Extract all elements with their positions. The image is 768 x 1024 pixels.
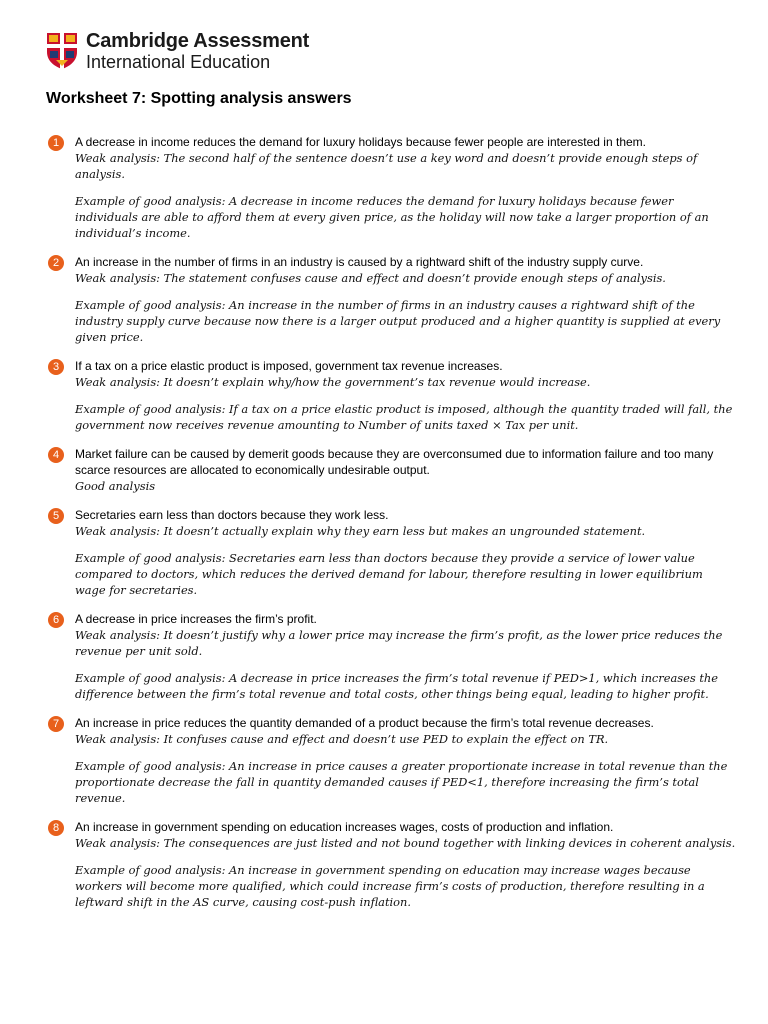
answer-item-6 (46, 611, 736, 702)
good-analysis: Example of good analysis: A decrease in price increases the firm’s total revenue if PED>1, which increases the difference between the firm’s total revenue and total costs, other things being equal, leading to higher profit. (75, 671, 718, 701)
statement: An increase in government spending on education increases wages, costs of production and inflation. (75, 820, 614, 834)
good-analysis: Example of good analysis: A decrease in income reduces the demand for luxury holidays because fewer individuals are able to afford them at every given price, as the holiday will now take a larger proportion of an individual’s income. (75, 194, 709, 240)
answer-list (46, 134, 736, 923)
weak-analysis: Weak analysis: The consequences are just listed and not bound together with linking devices in coherent analysis. (75, 836, 736, 850)
answer-item-4 (46, 446, 736, 494)
good-analysis: Example of good analysis: Secretaries earn less than doctors because they provide a service of lower value compared to doctors, which reduces the derived demand for labour, therefore resulting in lower equilibrium wage for secretaries. (75, 551, 703, 597)
number-badge: 7 (48, 716, 64, 732)
statement: An increase in the number of firms in an industry is caused by a rightward shift of the industry supply curve. (75, 255, 644, 269)
logo-line-1: Cambridge Assessment (86, 30, 310, 52)
number-badge: 6 (48, 612, 64, 628)
statement: A decrease in income reduces the demand for luxury holidays because fewer people are interested in them. (75, 135, 646, 149)
statement: If a tax on a price elastic product is imposed, government tax revenue increases. (75, 359, 503, 373)
statement: Market failure can be caused by demerit goods because they are overconsumed due to information failure and too many scarce resources are allocated to economically undesirable output. (75, 447, 714, 477)
answer-item-5 (46, 507, 736, 598)
answer-item-7 (46, 715, 736, 806)
statement: An increase in price reduces the quantity demanded of a product because the firm’s total revenue decreases. (75, 716, 654, 730)
good-analysis: Example of good analysis: An increase in government spending on education may increase wages because workers will become more qualified, which could increase firm’s costs of production, therefore resulting in a leftward shift in the AS curve, causing cost-push inflation. (75, 863, 705, 909)
number-badge: 4 (48, 447, 64, 463)
number-badge: 2 (48, 255, 64, 271)
logo-line-2: International Education (86, 52, 271, 72)
weak-analysis: Weak analysis: The statement confuses cause and effect and doesn’t provide enough steps of analysis. (75, 271, 666, 285)
answer-item-1 (46, 134, 736, 241)
statement: Secretaries earn less than doctors because they work less. (75, 508, 389, 522)
answer-item-2 (46, 254, 736, 345)
number-badge: 1 (48, 135, 64, 151)
number-badge: 3 (48, 359, 64, 375)
good-analysis-verdict: Good analysis (75, 479, 156, 493)
weak-analysis: Weak analysis: The second half of the sentence doesn’t use a key word and doesn’t provide enough steps of analysis. (75, 151, 698, 181)
number-badge: 8 (48, 820, 64, 836)
weak-analysis: Weak analysis: It doesn’t actually explain why they earn less but makes an ungrounded statement. (75, 524, 646, 538)
weak-analysis: Weak analysis: It confuses cause and effect and doesn’t use PED to explain the effect on TR. (75, 732, 609, 746)
number-badge: 5 (48, 508, 64, 524)
answer-item-3 (46, 358, 736, 433)
statement: A decrease in price increases the firm’s profit. (75, 612, 317, 626)
good-analysis: Example of good analysis: An increase in the number of firms in an industry causes a rightward shift of the industry supply curve because now there is a larger output produced and a higher quantity is supplied at every given price. (75, 298, 721, 344)
answer-item-8 (46, 819, 736, 910)
header-logo (46, 31, 309, 71)
good-analysis: Example of good analysis: An increase in price causes a greater proportionate increase in total revenue than the proportionate decrease the fall in quantity demanded causes if PED<1, therefore increasing the firm’s total revenue. (75, 759, 728, 805)
weak-analysis: Weak analysis: It doesn’t justify why a lower price may increase the firm’s profit, as the lower price reduces the revenue per unit sold. (75, 628, 723, 658)
weak-analysis: Weak analysis: It doesn’t explain why/how the government’s tax revenue would increase. (75, 375, 591, 389)
good-analysis: Example of good analysis: If a tax on a price elastic product is imposed, although the quantity traded will fall, the government now receives revenue amounting to Number of units taxed × Tax per unit. (75, 402, 733, 432)
cambridge-shield-icon (46, 32, 78, 70)
page-title: Worksheet 7: Spotting analysis answers (46, 90, 352, 107)
